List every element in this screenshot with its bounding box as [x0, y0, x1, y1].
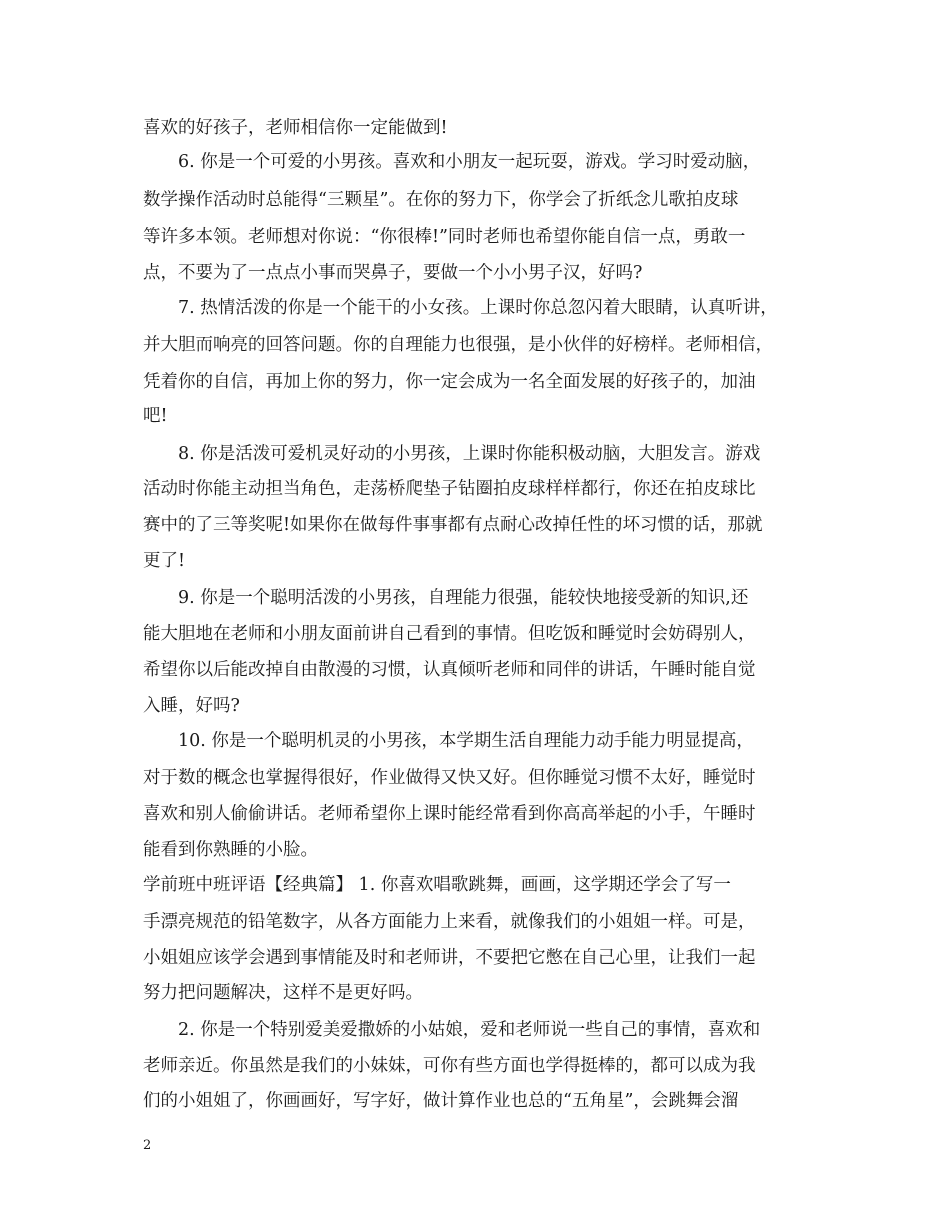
text-line: 赛中的了三等奖呢!如果你在做每件事事都有点耐心改掉任性的坏习惯的话，那就 [143, 515, 763, 535]
page-number: 2 [143, 1138, 152, 1153]
text-line: 活动时你能主动担当角色，走荡桥爬垫子钻圈拍皮球样样都行，你还在拍皮球比 [143, 479, 756, 499]
text-line: 们的小姐姐了，你画画好，写字好，做计算作业也总的“五角星”，会跳舞会溜 [143, 1091, 739, 1111]
text-line: 入睡，好吗? [143, 696, 240, 716]
text-line: 学前班中班评语【经典篇】 1. 你喜欢唱歌跳舞，画画，这学期还学会了写一 [143, 875, 731, 895]
text-line: 吧! [143, 406, 168, 426]
text-line: 9. 你是一个聪明活泼的小男孩，自理能力很强，能较快地接受新的知识,还 [178, 588, 749, 608]
text-line: 8. 你是活泼可爱机灵好动的小男孩，上课时你能积极动脑，大胆发言。游戏 [178, 444, 761, 464]
text-line: 凭着你的自信，再加上你的努力，你一定会成为一名全面发展的好孩子的，加油 [143, 372, 756, 392]
text-line: 喜欢的好孩子，老师相信你一定能做到! [143, 118, 448, 138]
text-line: 等许多本领。老师想对你说：“你很棒!”同时老师也希望你能自信一点，勇敢一 [143, 227, 746, 247]
text-line: 6. 你是一个可爱的小男孩。喜欢和小朋友一起玩耍，游戏。学习时爱动脑， [178, 152, 761, 172]
text-line: 并大胆而响亮的回答问题。你的自理能力也很强，是小伙伴的好榜样。老师相信， [143, 335, 773, 355]
text-line: 小姐姐应该学会遇到事情能及时和老师讲，不要把它憋在自己心里，让我们一起 [143, 948, 756, 968]
text-line: 2. 你是一个特别爱美爱撒娇的小姑娘，爱和老师说一些自己的事情，喜欢和 [178, 1020, 761, 1040]
text-line: 希望你以后能改掉自由散漫的习惯，认真倾听老师和同伴的讲话，午睡时能自觉 [143, 660, 756, 680]
text-line: 对于数的概念也掌握得很好，作业做得又快又好。但你睡觉习惯不太好，睡觉时 [143, 768, 756, 788]
text-line: 老师亲近。你虽然是我们的小妹妹，可你有些方面也学得挺棒的，都可以成为我 [143, 1056, 756, 1076]
text-line: 喜欢和别人偷偷讲话。老师希望你上课时能经常看到你高高举起的小手，午睡时 [143, 804, 756, 824]
text-line: 手漂亮规范的铅笔数字，从各方面能力上来看，就像我们的小姐姐一样。可是， [143, 912, 756, 932]
text-line: 数学操作活动时总能得“三颗星”。在你的努力下，你学会了折纸念儿歌拍皮球 [143, 190, 739, 210]
text-line: 更了! [143, 551, 186, 571]
text-line: 能看到你熟睡的小脸。 [143, 840, 318, 860]
text-line: 能大胆地在老师和小朋友面前讲自己看到的事情。但吃饭和睡觉时会妨碍别人， [143, 624, 756, 644]
text-line: 10. 你是一个聪明机灵的小男孩，本学期生活自理能力动手能力明显提高， [178, 731, 754, 751]
text-line: 7. 热情活泼的你是一个能干的小女孩。上课时你总忽闪着大眼睛，认真听讲， [178, 298, 778, 318]
text-line: 努力把问题解决，这样不是更好吗。 [143, 983, 423, 1003]
text-line: 点，不要为了一点点小事而哭鼻子，要做一个小小男子汉，好吗? [143, 263, 643, 283]
